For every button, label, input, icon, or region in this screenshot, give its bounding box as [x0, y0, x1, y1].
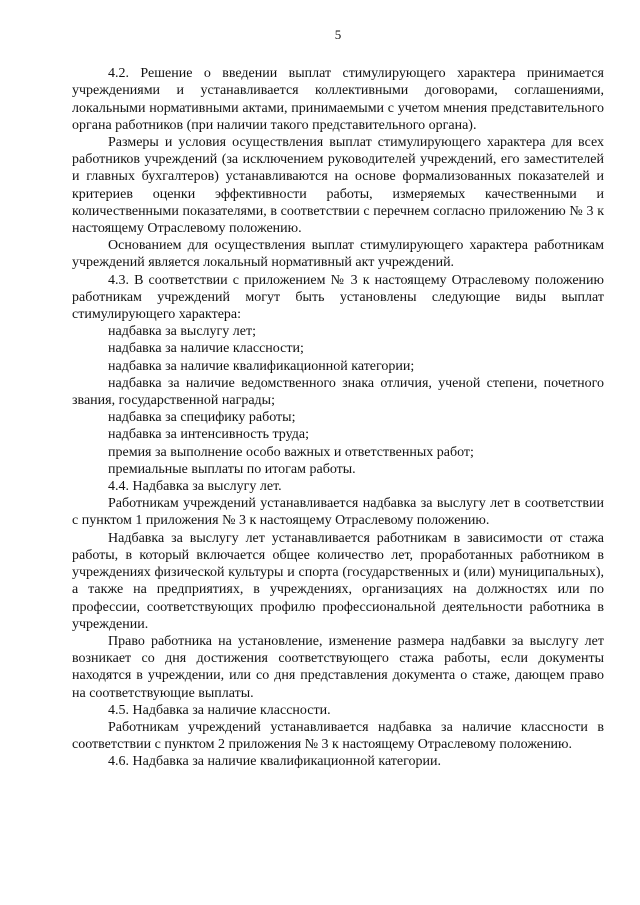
paragraph: Размеры и условия осуществления выплат стимулирующего характера для всех работников учреждений (за исключением руководителей учреждений, его заместителей и главных бухгалтеров) устанавливаются на основе формализованных показателей и критериев оценки эффективности работы, измеряемых качественными и количественными показателями, в соответствии с перечнем согласно приложению № 3 к настоящему Отраслевому положению. [72, 135, 604, 237]
paragraph: Работникам учреждений устанавливается надбавка за наличие классности в соответствии с пунктом 2 приложения № 3 к настоящему Отраслевому положению. [72, 719, 604, 753]
list-item: надбавка за выслугу лет; [108, 324, 256, 340]
paragraph: 4.2. Решение о введении выплат стимулирующего характера принимается учреждениями и устанавливается коллективными договорами, соглашениями, локальными нормативными актами, принимаемыми с учетом мнения представительного органа работников (при наличии такого представительного органа). [72, 66, 604, 133]
page-number: 5 [334, 27, 342, 42]
paragraph: 4.3. В соответствии с приложением № 3 к настоящему Отраслевому положению работникам учреждений могут быть установлены следующие виды выплат стимулирующего характера: [72, 272, 604, 323]
document-body [72, 65, 604, 770]
list-item: надбавка за интенсивность труда; [108, 427, 309, 443]
paragraph: Работникам учреждений устанавливается надбавка за выслугу лет в соответствии с пунктом 1 приложения № 3 к настоящему Отраслевому положению. [72, 496, 604, 529]
paragraph: 4.6. Надбавка за наличие квалификационной категории. [108, 754, 442, 770]
paragraph: Право работника на установление, изменение размера надбавки за выслугу лет возникает со дня достижения соответствующего стажа работы, если документы находятся в учреждении, или со дня представления документа о стаже, дающем право на соответствующие выплаты. [72, 633, 604, 701]
list-item: надбавка за наличие квалификационной категории; [108, 358, 415, 374]
paragraph: 4.4. Надбавка за выслугу лет. [108, 479, 282, 495]
list-item: премиальные выплаты по итогам работы. [108, 461, 356, 477]
list-item: надбавка за наличие классности; [108, 341, 304, 357]
list-item: надбавка за специфику работы; [108, 410, 296, 426]
paragraph: Основанием для осуществления выплат стимулирующего характера работникам учреждений является локальный нормативный акт учреждений. [72, 238, 604, 271]
list-item: надбавка за наличие ведомственного знака отличия, ученой степени, почетного звания, государственной награды; [72, 375, 604, 409]
paragraph: 4.5. Надбавка за наличие классности. [108, 702, 331, 718]
list-item: премия за выполнение особо важных и ответственных работ; [108, 444, 474, 460]
paragraph: Надбавка за выслугу лет устанавливается работникам в зависимости от стажа работы, в который включается общее количество лет, проработанных работником в учреждениях физической культуры и спорта (государственных и (или) муниципальных), а также на предприятиях, в учреждениях, организациях на должностях или по профессии, соответствующих профилю профессиональной деятельности работника в учреждении. [72, 530, 604, 632]
